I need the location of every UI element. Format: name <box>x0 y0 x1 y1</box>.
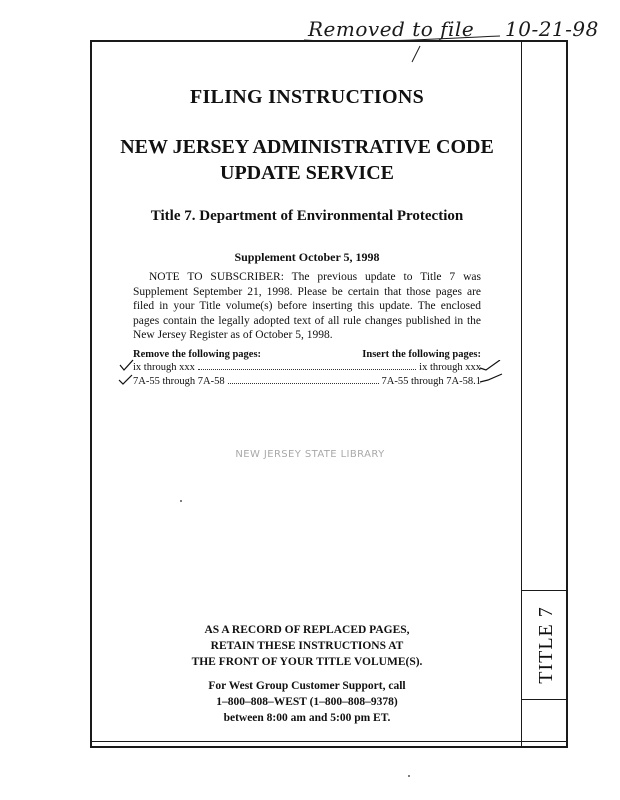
page-row <box>133 375 481 389</box>
remove-range: ix through xxx <box>133 362 195 373</box>
support-line-3: between 8:00 am and 5:00 pm ET. <box>223 712 391 724</box>
department-heading: Title 7. Department of Environmental Protection <box>150 208 464 224</box>
record-line-3: THE FRONT OF YOUR TITLE VOLUME(S). <box>191 656 423 668</box>
scan-speck <box>408 775 410 777</box>
supplement-date: Supplement October 5, 1998 <box>234 250 380 264</box>
scan-speck <box>180 500 182 502</box>
code-title <box>92 134 522 186</box>
record-line-2: RETAIN THESE INSTRUCTIONS AT <box>210 640 404 652</box>
record-instructions <box>92 622 522 670</box>
code-title-line-2: UPDATE SERVICE <box>220 162 394 184</box>
frame-bottom-rule <box>90 741 568 742</box>
check-mark-icon <box>118 358 136 390</box>
insert-range: 7A-55 through 7A-58.1 <box>381 376 481 387</box>
leader-dots <box>228 375 379 384</box>
support-line-2: 1–800–808–WEST (1–800–808–9378) <box>216 696 398 708</box>
title-tab-label: TITLE 7 <box>535 606 557 684</box>
check-mark-icon <box>478 360 504 390</box>
subscriber-note: NOTE TO SUBSCRIBER: The previous update to Title 7 was Supplement September 21, 1998. Please be certain that those pages are filed in your Title volume(s) before inserting this update. The enclosed pages contain the legally adopted text of all rule changes published in the New Jersey Register as of October 5, 1998. <box>133 271 481 341</box>
customer-support <box>92 678 522 726</box>
code-title-line-1: NEW JERSEY ADMINISTRATIVE CODE <box>120 136 494 158</box>
insert-pages-header: Insert the following pages: <box>362 349 481 360</box>
remove-range: 7A-55 through 7A-58 <box>133 376 225 387</box>
library-stamp: NEW JERSEY STATE LIBRARY <box>235 449 385 460</box>
handwritten-date: 10-21-98 <box>505 17 599 41</box>
page-row <box>133 361 481 375</box>
handwritten-note: Removed to file <box>308 17 475 41</box>
remove-pages-header: Remove the following pages: <box>133 349 262 360</box>
record-line-1: AS A RECORD OF REPLACED PAGES, <box>204 624 410 636</box>
insert-range: ix through xxx <box>419 362 481 373</box>
leader-dots <box>198 361 416 370</box>
filing-instructions-title: FILING INSTRUCTIONS <box>189 86 425 108</box>
support-line-1: For West Group Customer Support, call <box>208 680 406 692</box>
